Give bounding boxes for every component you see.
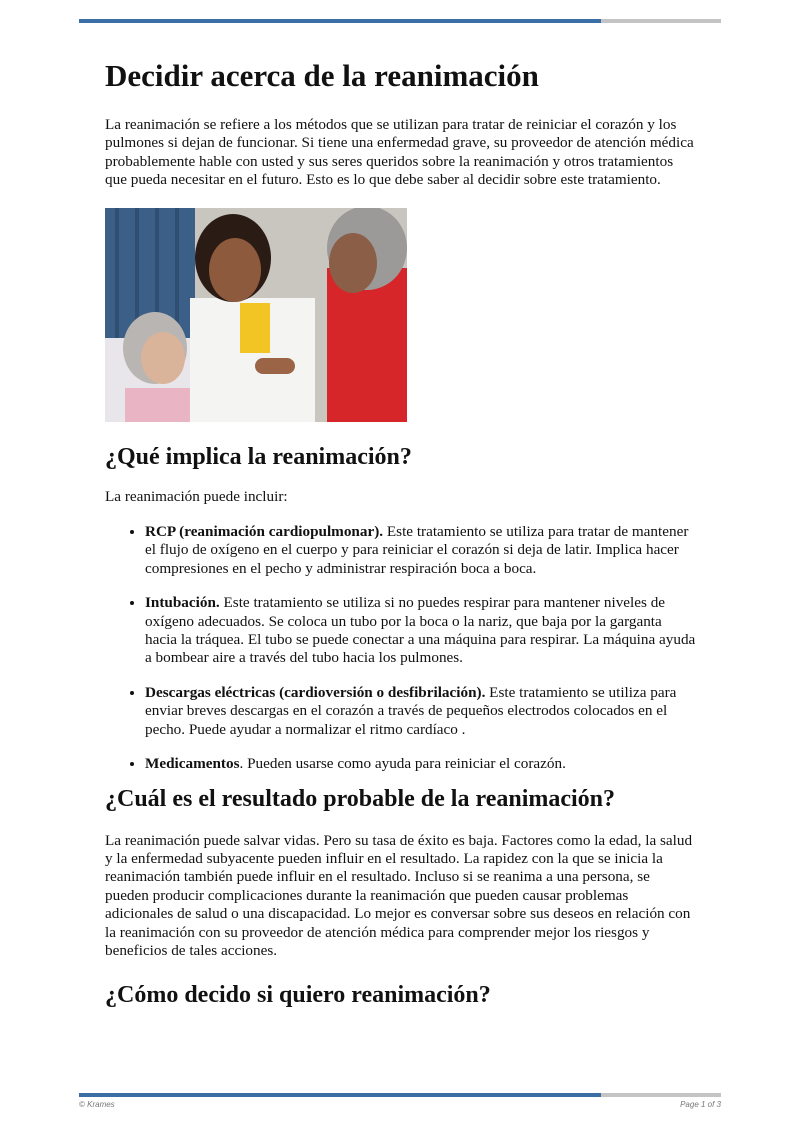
list-item-text: Este tratamiento se utiliza para enviar breves descargas en el corazón a través de pequeños electrodos colocados en el pecho. Puede ayudar a normalizar el ritmo cardíaco . [145, 683, 677, 738]
list-item-term: Descargas eléctricas (cardioversión o desfibrilación). [145, 683, 486, 701]
bottom-progress-fill [79, 1093, 601, 1097]
treatment-list [105, 523, 697, 773]
section-heading-what: ¿Qué implica la reanimación? [105, 443, 412, 470]
bottom-progress-bar [79, 1093, 721, 1097]
footer-copyright: © Krames [79, 1100, 115, 1109]
photo-illustration [105, 208, 407, 422]
list-item-text: Este tratamiento se utiliza si no puedes respirar para mantener niveles de oxígeno adecuados. Se coloca un tubo por la boca o la nariz, que baja por la garganta hacia la tráquea. El tubo se puede conectar a una máquina para respirar. La máquina ayuda a bombear aire a través del tubo hacia los pulmones. [145, 594, 696, 667]
list-item [145, 684, 697, 739]
page-footer [79, 1100, 721, 1109]
section-lead: La reanimación puede incluir: [105, 487, 288, 505]
intro-paragraph: La reanimación se refiere a los métodos que se utilizan para tratar de reiniciar el corazón y los pulmones si dejan de funcionar. Si tiene una enfermedad grave, su proveedor de atención médica probablemente hable con usted y sus seres queridos sobre la reanimación y otros tratamientos que pueda necesitar en el futuro. Esto es lo que debe saber al decidir sobre este tratamiento. [105, 116, 694, 189]
section-heading-outcome: ¿Cuál es el resultado probable de la reanimación? [105, 785, 616, 812]
list-item-term: Intubación. [145, 594, 220, 612]
section-heading-decide: ¿Cómo decido si quiero reanimación? [105, 982, 491, 1009]
list-item-text: . Pueden usarse como ayuda para reiniciar el corazón. [239, 755, 566, 773]
list-item [145, 523, 697, 578]
list-item-term: Medicamentos [145, 755, 240, 773]
top-progress-fill [79, 19, 601, 23]
list-item [145, 755, 697, 773]
page-title: Decidir acerca de la reanimación [105, 58, 539, 93]
list-item-term: RCP (reanimación cardiopulmonar). [145, 523, 384, 541]
list-item [145, 594, 697, 668]
document-content [105, 56, 697, 1010]
footer-page-number: Page 1 of 3 [680, 1100, 721, 1109]
patient-doctor-photo [105, 208, 407, 422]
top-progress-bar [79, 19, 721, 23]
list-item-text: Este tratamiento se utiliza para tratar de mantener el flujo de oxígeno en el cuerpo y para reiniciar el corazón si deja de latir. Implica hacer compresiones en el pecho y administrar respiración boca a boca. [145, 523, 689, 577]
outcome-paragraph: La reanimación puede salvar vidas. Pero su tasa de éxito es baja. Factores como la edad, la salud y la enfermedad subyacente pueden influir en el resultado. La rapidez con la que se inicia la reanimación también puede influir en el resultado. Incluso si se reanima a una persona, se pueden producir complicaciones durante la reanimación que pueden causar problemas adicionales de salud o una discapacidad. Lo mejor es conversar sobre sus deseos en relación con la reanimación con su proveedor de atención médica para comprender mejor los riesgos y beneficios de tales acciones. [105, 831, 693, 959]
